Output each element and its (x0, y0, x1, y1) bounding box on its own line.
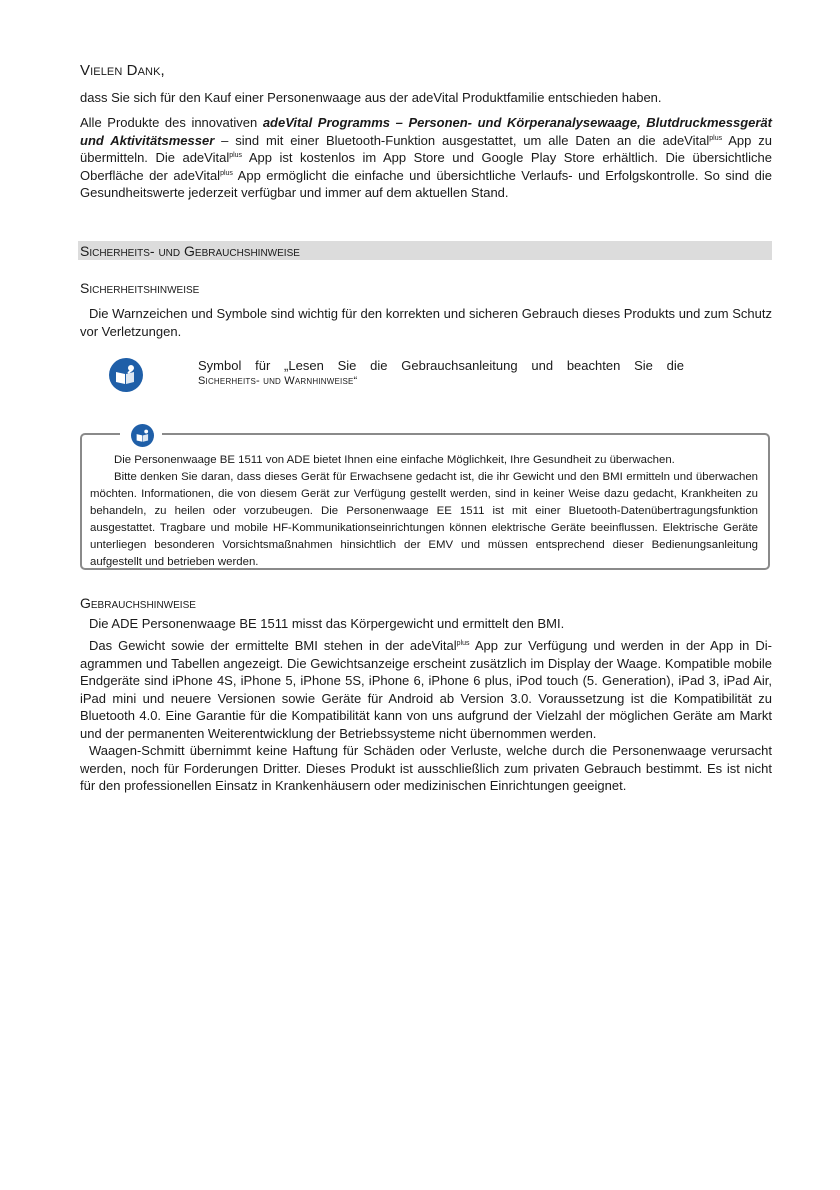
warning-text (90, 452, 758, 571)
warning-paragraph-2: Bitte denken Sie daran, dass dieses Gerät für Erwachsene gedacht ist, die ihr Gewicht und den BMI ermitteln und überwachen möchten. Informationen, die von diesem Gerät zur Verfügung gestellt werden, sind in keiner Weise dazu gedacht, Krankheiten zu behandeln, zu heilen oder vorzubeugen. Die Personenwaage EE 1511 ist mit einer Bluetooth-Datenübertragungsfunktion ausgestattet. Tragbare und mobile HF-Kommunikationseinrichtungen können elektrische Geräte beeinflussen. Elektrische Geräte unterliegen besonderen Vorsichtsmaßnahmen hinsichtlich der EMV und müssen entsprechend dieser Bedienungsanleitung aufgestellt und betrieben werden. (90, 471, 758, 568)
safety-intro: Die Warnzeichen und Symbole sind wichtig für den korrekten und sicheren Gebrauch dieses Produkts und zum Schutz vor Verletzungen. (80, 306, 772, 339)
usage-heading: Gebrauchshinweise (80, 595, 196, 611)
intro-heading: Vielen Dank, (80, 62, 165, 79)
product-list-emphasis: adeVital Programms – Personen- und Körperanalysewaage, Blutdruckmessgerät und Aktivitätsmesser (80, 115, 772, 148)
warning-paragraph-1: Die Personenwaage BE 1511 von ADE bietet Ihnen eine einfache Möglichkeit, Ihre Gesundheit zu überwachen. (114, 454, 675, 466)
safety-heading: Sicherheitshinweise (80, 280, 200, 296)
usage-paragraph-3: Waagen-Schmitt übernimmt keine Haftung für Schäden oder Verluste, welche durch die Personenwaage verursacht werden, noch für Forderungen Dritter. Dieses Produkt ist ausschließlich zum privaten Gebrauch bestimmt. Es ist nicht für den professionellen Einsatz in Krankenhäusern oder medizinischen Einrichtungen geeignet. (80, 743, 772, 793)
read-manual-icon (109, 358, 143, 392)
thanks-line: dass Sie sich für den Kauf einer Personenwaage aus der adeVital Produktfamilie entschieden haben. (80, 90, 662, 105)
symbol-description: Symbol für „Lesen Sie die Gebrauchsanleitung und beachten Sie die (198, 358, 684, 373)
usage-paragraph-2: Das Gewicht sowie der ermittelte BMI stehen in der adeVital$^{plus}$ App zur Verfügung und werden in der App in Diagrammen und Tabellen angezeigt. Die Gewichtsanzeige erscheint zusätzlich im Display der Waage. Kompatible mobile Endgeräte sind iPhone 4S, iPhone 5, iPhone 5S, iPhone 6, iPhone 6 plus, iPod touch (5. Generation), iPad 3, iPad Air, iPad mini und neuere Versionen sowie Geräte für Android ab Version 3.0. Voraussetzung ist die Kompatibilität zu Bluetooth 4.0. Eine Garantie für die Kompatibilität kann von uns aufgrund der Vielzahl der möglichen Geräte am Markt und der permanenten Weiterentwicklung der Betriebssysteme nicht übernommen werden. (80, 638, 772, 741)
read-manual-icon-small (131, 424, 154, 447)
section-title-bar: Sicherheits- und Gebrauchshinweise (78, 241, 772, 260)
intro-paragraph: Alle Produkte des innovativen adeVital Programms – Personen- und Körperanalysewaage, Blutdruckmessgerät und Aktivitätsmesser – sind mit einer Bluetooth-Funktion ausgestattet, um alle Daten an die adeVital$^{plus}$ App zu übermitteln. Die adeVital$^{plus}$ App ist kostenlos im App Store und Google Play Store erhältlich. Die übersichtliche Oberfläche der adeVital$^{plus}$ App ermöglicht die einfache und übersichtliche Verlaufs- und Erfolgskontrolle. So sind die Gesundheitswerte jederzeit verfügbar und immer auf dem aktuellen Stand. (80, 115, 772, 200)
usage-paragraph-1: Die ADE Personenwaage BE 1511 misst das Körpergewicht und ermittelt den BMI. (89, 616, 565, 631)
symbol-description-cont: Sicherheits- und Warnhinweise“ (198, 375, 358, 387)
